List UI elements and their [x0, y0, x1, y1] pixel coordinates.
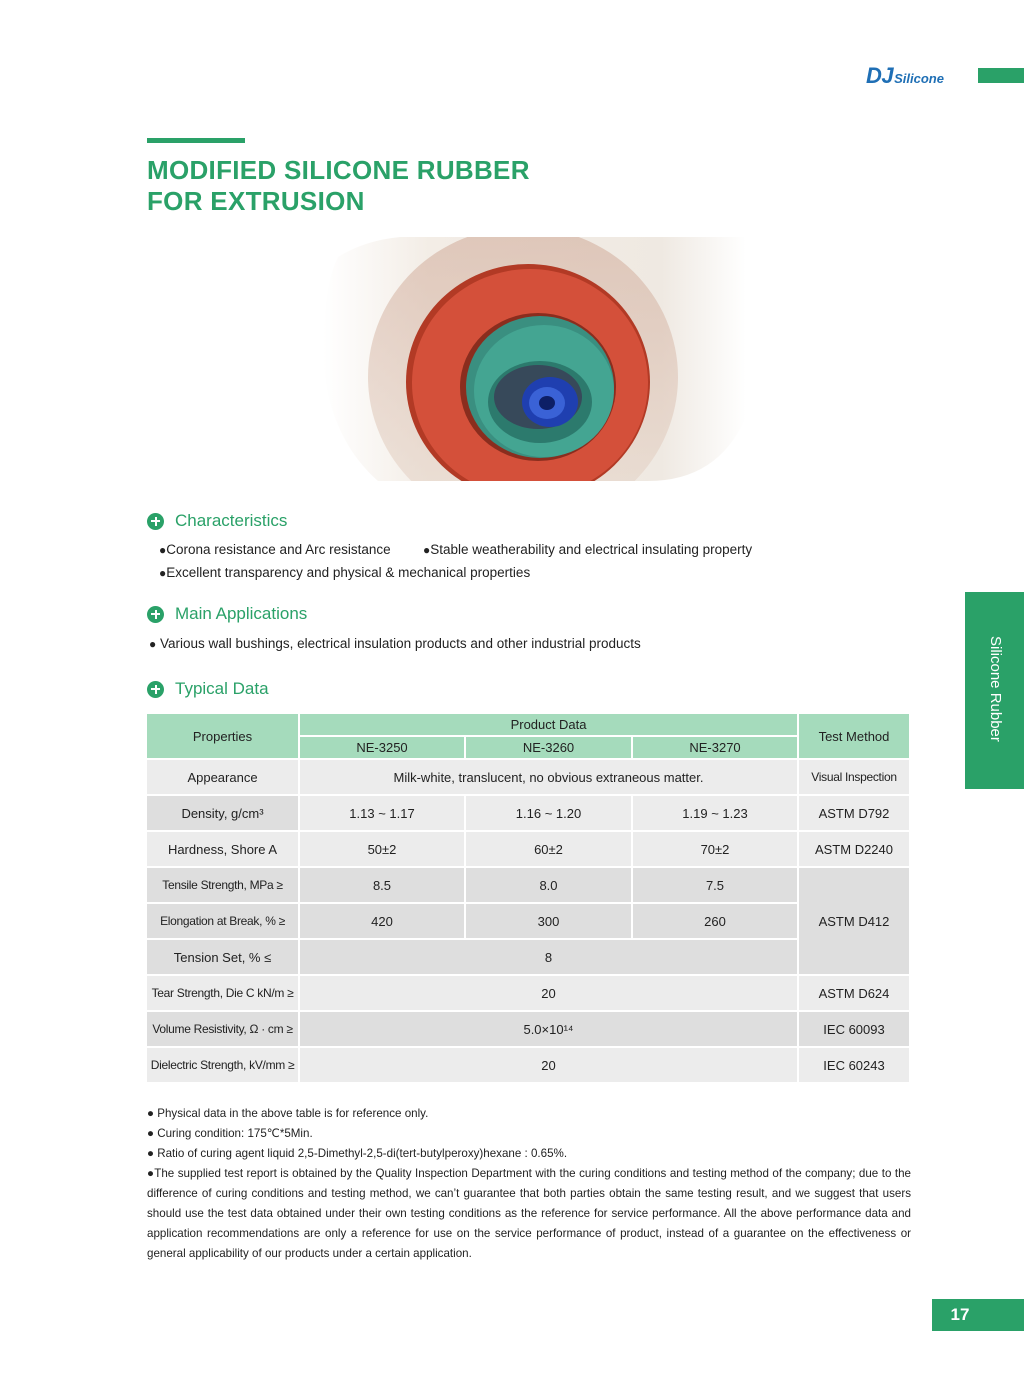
note-item: ● Ratio of curing agent liquid 2,5-Dimethyl-2,5-di(tert-butylperoxy)hexane : 0.65%. [147, 1147, 568, 1160]
property-cell: Tear Strength, Die C kN/m ≥ [147, 976, 298, 1010]
characteristics-heading [147, 511, 287, 531]
table-row [147, 940, 909, 974]
plus-circle-icon [147, 681, 164, 698]
table-row [147, 760, 909, 794]
property-cell: Tension Set, % ≤ [147, 940, 298, 974]
table-row [147, 832, 909, 866]
method-cell: Visual Inspection [799, 760, 909, 794]
header-grade: NE-3270 [633, 737, 797, 758]
characteristic-item: ●Excellent transparency and physical & mechanical properties [159, 565, 531, 580]
header-grade: NE-3250 [300, 737, 464, 758]
property-cell: Elongation at Break, % ≥ [147, 904, 298, 938]
plus-circle-icon [147, 606, 164, 623]
title-line-1: MODIFIED SILICONE RUBBER [147, 155, 530, 185]
note-item: ●The supplied test report is obtained by the Quality Inspection Department with the curing conditions and testing method of the company; due to the difference of curing conditions and testing method, we can’t guarantee that both parties obtain the same testing result, and we suggest that users should use the test data obtained under their own testing conditions as the reference for service performance. All the above performance data and application recommendations are only a reference for use on the service performance of product, instead of a guarantee on the effectiveness or general applicability of our products under a certain application. [147, 1167, 911, 1260]
method-cell: ASTM D792 [799, 796, 909, 830]
value-cell: 7.5 [633, 868, 797, 902]
page-title [147, 155, 530, 217]
title-accent-bar [147, 138, 245, 143]
typical-data-heading [147, 679, 269, 699]
header-product-data: Product Data [300, 714, 797, 735]
table-row [147, 796, 909, 830]
note-item: ● Curing condition: 175℃*5Min. [147, 1127, 313, 1140]
notes-block [147, 1104, 911, 1264]
value-cell: 20 [300, 1048, 797, 1082]
method-cell: ASTM D624 [799, 976, 909, 1010]
characteristics-title: Characteristics [175, 511, 288, 530]
brand-logo [866, 63, 944, 87]
value-cell: 260 [633, 904, 797, 938]
product-photo [318, 237, 746, 481]
value-cell: 8.5 [300, 868, 464, 902]
method-cell: ASTM D412 [799, 868, 909, 974]
table-row [147, 1048, 909, 1082]
value-cell: 300 [466, 904, 631, 938]
method-cell: IEC 60243 [799, 1048, 909, 1082]
table-row [147, 904, 909, 938]
property-cell: Tensile Strength, MPa ≥ [147, 868, 298, 902]
table-row [147, 976, 909, 1010]
property-cell: Hardness, Shore A [147, 832, 298, 866]
value-cell: 50±2 [300, 832, 464, 866]
header-test-method: Test Method [799, 714, 909, 758]
value-cell: 5.0×10¹⁴ [300, 1012, 797, 1046]
typical-data-title: Typical Data [175, 679, 269, 698]
value-cell: 1.13 ~ 1.17 [300, 796, 464, 830]
property-cell: Density, g/cm³ [147, 796, 298, 830]
method-cell: IEC 60093 [799, 1012, 909, 1046]
header-grade: NE-3260 [466, 737, 631, 758]
typical-data-table [145, 712, 911, 1084]
value-cell: 8.0 [466, 868, 631, 902]
application-item: ● Various wall bushings, electrical insulation products and other industrial products [149, 636, 641, 651]
method-cell: ASTM D2240 [799, 832, 909, 866]
value-cell: 420 [300, 904, 464, 938]
table-row [147, 868, 909, 902]
property-cell: Volume Resistivity, Ω · cm ≥ [147, 1012, 298, 1046]
value-cell: 70±2 [633, 832, 797, 866]
plus-circle-icon [147, 513, 164, 530]
applications-heading [147, 604, 307, 624]
characteristic-item: ●Corona resistance and Arc resistance [159, 542, 391, 557]
logo-sub: Silicone [894, 71, 944, 86]
value-cell: 1.16 ~ 1.20 [466, 796, 631, 830]
value-cell: 1.19 ~ 1.23 [633, 796, 797, 830]
header-properties: Properties [147, 714, 298, 758]
value-cell: Milk-white, translucent, no obvious extraneous matter. [300, 760, 797, 794]
property-cell: Dielectric Strength, kV/mm ≥ [147, 1048, 298, 1082]
title-line-2: FOR EXTRUSION [147, 186, 365, 216]
value-cell: 20 [300, 976, 797, 1010]
logo-accent-bar [978, 68, 1024, 83]
value-cell: 8 [300, 940, 797, 974]
logo-main: DJ [866, 63, 894, 88]
table-row [147, 1012, 909, 1046]
applications-title: Main Applications [175, 604, 308, 623]
side-section-label: Silicone Rubber [987, 636, 1004, 742]
value-cell: 60±2 [466, 832, 631, 866]
characteristic-item: ●Stable weatherability and electrical insulating property [423, 542, 753, 557]
property-cell: Appearance [147, 760, 298, 794]
page-number: 17 [950, 1305, 970, 1324]
note-item: ● Physical data in the above table is for reference only. [147, 1107, 429, 1120]
